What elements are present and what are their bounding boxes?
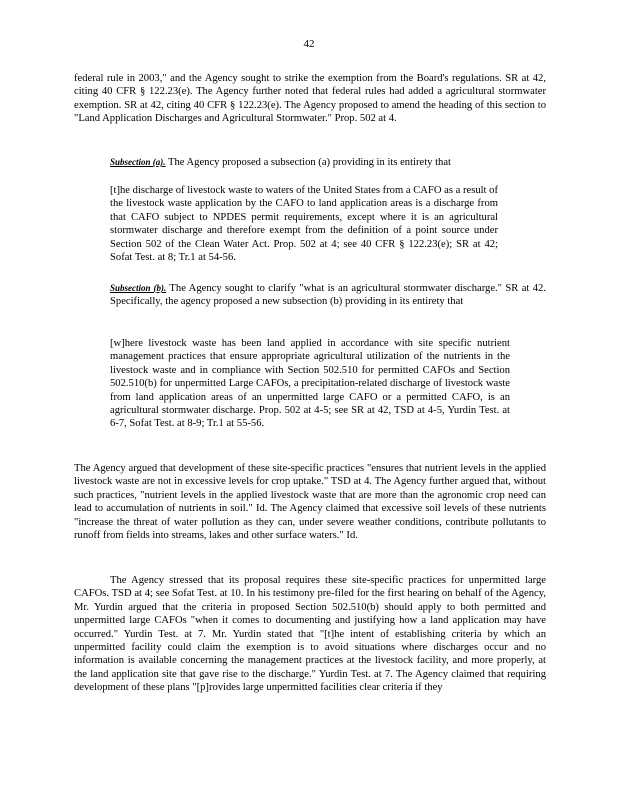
paragraph-subsection-a	[110, 156, 546, 169]
paragraph-agency-argued: The Agency argued that development of these site-specific practices "ensures that nutrient levels in the applied livestock waste are not in excessive levels for crop uptake." TSD at 4. The Agency further argued that, without such practices, "nutrient levels in the applied livestock waste that are more than the agronomic crop need can lead to accumulation of nutrients in soil." Id. The Agency claimed that excessive soil levels of these nutrients "increase the threat of water pollution as they can, under severe weather conditions, contribute pollutants to runoff from fields into streams, lakes and other surface waters." Id.	[74, 463, 546, 542]
subsection-a-intro: The Agency proposed a subsection (a) providing in its entirety that	[165, 157, 451, 168]
subsection-b-heading: Subsection (b).	[110, 283, 167, 293]
block-quote-subsection-b: [w]here livestock waste has been land applied in accordance with site specific nutrient management practices that ensure appropriate agricultural utilization of the nutrients in the livestock waste and in compliance with Section 502.510 for permitted CAFOs and Section 502.510(b) for unpermitted Large CAFOs, a precipitation-related discharge of livestock waste from land application areas of an unpermitted large CAFO or a permitted CAFO, is an agricultural stormwater discharge. Prop. 502 at 4-5; see SR at 42, TSD at 4-5, Yurdin Test. at 6-7, Sofat Test. at 8-9; Tr.1 at 55-56.	[110, 338, 510, 430]
subsection-b-intro: The Agency sought to clarify "what is an agricultural stormwater discharge." SR at 42. Specifically, the agency proposed a new subsection (b) providing in its entirety that	[110, 283, 546, 308]
paragraph-agency-stressed: The Agency stressed that its proposal requires these site-specific practices for unpermitted large CAFOs. TSD at 4; see Sofat Test. at 10. In his testimony pre-filed for the first hearing on behalf of the Agency, Mr. Yurdin argued that the criteria in proposed Section 502.510(b) should apply to both permitted and unpermitted large CAFOs "when it comes to documenting and justifying how a land application may have occurred." Yurdin Test. at 7. Mr. Yurdin stated that "[t]he intent of establishing criteria by which an unpermitted facility could claim the exemption is to avoid situations where discharges occur and no information is available concerning the management practices at the livestock facility, and more properly, at the land application site that gave rise to the discharge." Yurdin Test. at 7. The Agency claimed that requiring development of these plans "[p]rovides large unpermitted facilities clear criteria if they	[74, 575, 546, 694]
block-quote-subsection-a: [t]he discharge of livestock waste to waters of the United States from a CAFO as a result of the livestock waste application by the CAFO to land application areas is a discharge from that CAFO subject to NPDES permit requirements, except where it is an agricultural stormwater discharge and therefore exempt from the definition of a point source under Section 502 of the Clean Water Act. Prop. 502 at 4; see 40 CFR § 122.23(e); SR at 42; Sofat Test. at 8; Tr.1 at 54-56.	[110, 185, 498, 264]
subsection-a-heading: Subsection (a).	[110, 157, 166, 167]
page-number: 42	[303, 38, 315, 50]
paragraph-subsection-b	[110, 282, 546, 309]
paragraph-exemption-history: federal rule in 2003," and the Agency sought to strike the exemption from the Board's regulations. SR at 42, citing 40 CFR § 122.23(e). The Agency further noted that federal rules had added a agricultural stormwater exemption. SR at 42, citing 40 CFR § 122.23(e). The Agency proposed to amend the heading of this section to "Land Application Discharges and Agricultural Stormwater." Prop. 502 at 4.	[74, 73, 546, 125]
